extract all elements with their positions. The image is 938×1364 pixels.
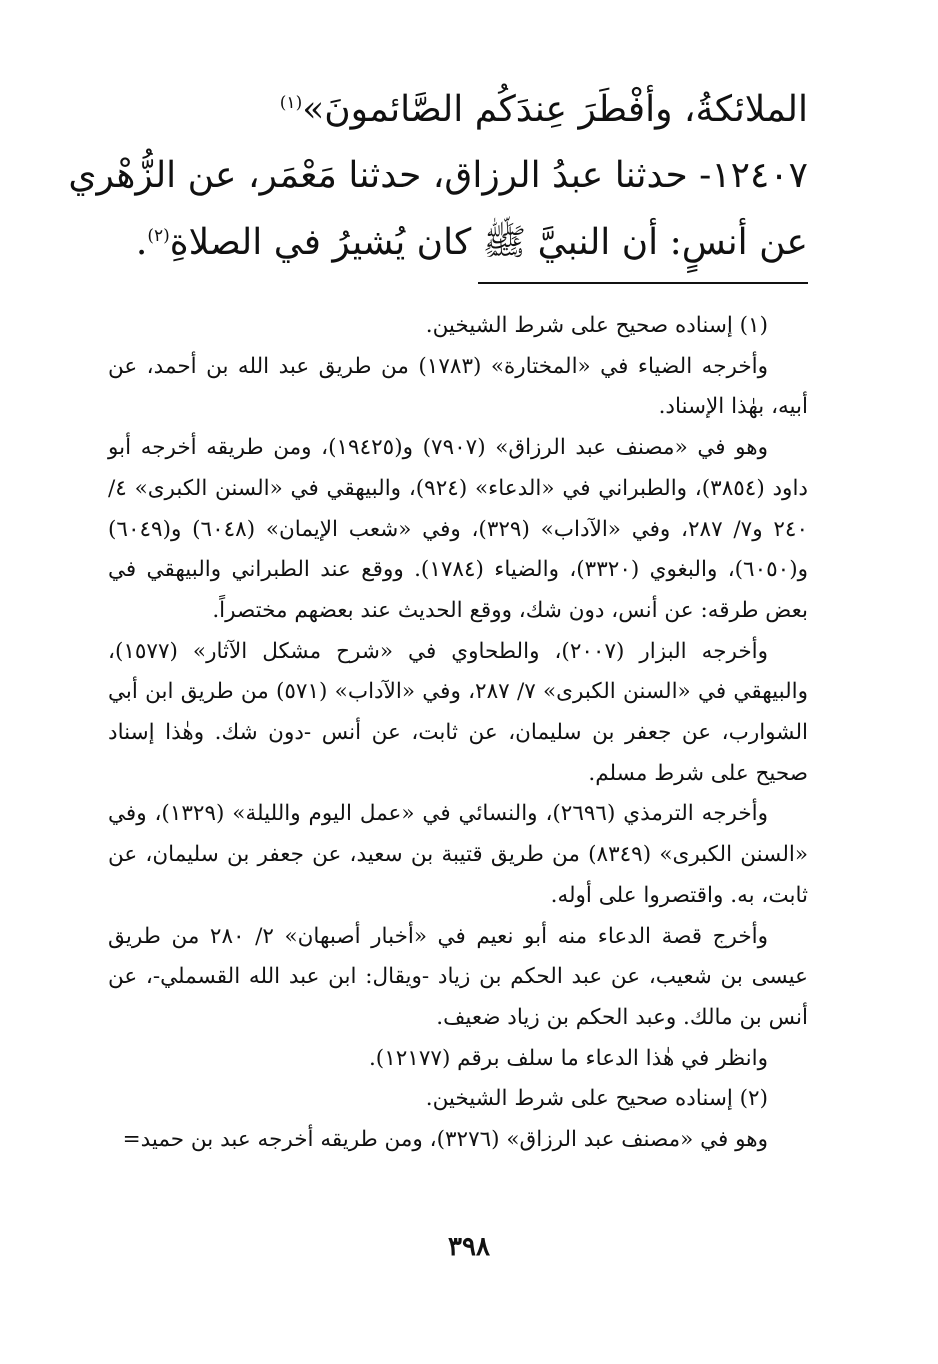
footnote-ref-2: (٢): [147, 226, 170, 246]
footnote-paragraph: وأخرجه الضياء في «المختارة» (١٧٨٣) من طريق عبد الله بن أحمد، عن أبيه، بهٰذا الإسناد.: [108, 353, 808, 420]
footnote-paragraph: وانظر في هٰذا الدعاء ما سلف برقم (١٢١٧٧).: [368, 1045, 768, 1071]
footnote-paragraph: وهو في «مصنف عبد الرزاق» (٧٩٠٧) و(١٩٤٢٥)، ومن طريقه أخرجه أبو داود (٣٨٥٤)، والطبراني في «الدعاء» (٩٢٤)، والبيهقي في «السنن الكبرى» ٤/ ٢٤٠ و٧/ ٢٨٧، وفي «الآداب» (٣٢٩)، وفي «شعب الإيمان» (٦٠٤٨) و(٦٠٤٩) و(٦٠٥٠)، والبغوي (٣٣٢٠)، والضياء (١٧٨٤). ووقع عند الطبراني والبيهقي في بعض طرقه: عن أنس، دون شك، ووقع الحديث عند بعضهم مختصراً.: [108, 435, 809, 623]
main-text-line-3-end: .: [135, 222, 148, 263]
main-text-line-2: ١٢٤٠٧- حدثنا عبدُ الرزاق، حدثنا مَعْمَر، عن الزُّهْري: [68, 155, 808, 196]
main-text-line-3: [135, 222, 808, 263]
main-text-line-1-text: الملائكةُ، وأفْطَرَ عِندَكُم الصَّائمونَ»: [302, 89, 808, 130]
footnote-paragraph: وأخرجه البزار (٢٠٠٧)، والطحاوي في «شرح مشكل الآثار» (١٥٧٧)، والبيهقي في «السنن الكبرى» ٧/ ٢٨٧، وفي «الآداب» (٥٧١) من طريق ابن أبي الشوارب، عن جعفر بن سليمان، عن ثابت، عن أنس -دون شك. وهٰذا إسناد صحيح على شرط مسلم.: [108, 638, 808, 786]
footnote-paragraph: وأخرج قصة الدعاء منه أبو نعيم في «أخبار أصبهان» ٢/ ٢٨٠ من طريق عيسى بن شعيب، عن عبد الحكم بن زياد -ويقال: ابن عبد الله القسملي-، عن أنس بن مالك. وعبد الحكم بن زياد ضعيف.: [108, 923, 808, 1030]
footnote-2-heading: (٢) إسناده صحيح على شرط الشيخين.: [425, 1086, 768, 1112]
footnote-paragraph: وهو في «مصنف عبد الرزاق» (٣٢٧٦)، ومن طريقه أخرجه عبد بن حميد=: [122, 1127, 768, 1153]
footnote-1-heading: (١) إسناده صحيح على شرط الشيخين.: [425, 313, 768, 338]
main-text-line-1: [279, 89, 808, 130]
main-text-line-3-text: عن أنسٍ: أن النبيَّ ﷺ كان يُشيرُ في الصلاةِ: [169, 222, 808, 263]
footnote-ref-1: (١): [279, 93, 303, 113]
footnote-separator: [478, 282, 808, 284]
footnote-paragraph: وأخرجه الترمذي (٢٦٩٦)، والنسائي في «عمل اليوم والليلة» (١٣٢٩)، وفي «السنن الكبرى» (٨٣٤٩) من طريق قتيبة بن سعيد، عن جعفر بن سليمان، عن ثابت، به. واقتصروا على أوله.: [108, 801, 808, 908]
footnotes: [108, 306, 808, 1161]
page-number: ٣٩٨: [448, 1232, 490, 1262]
